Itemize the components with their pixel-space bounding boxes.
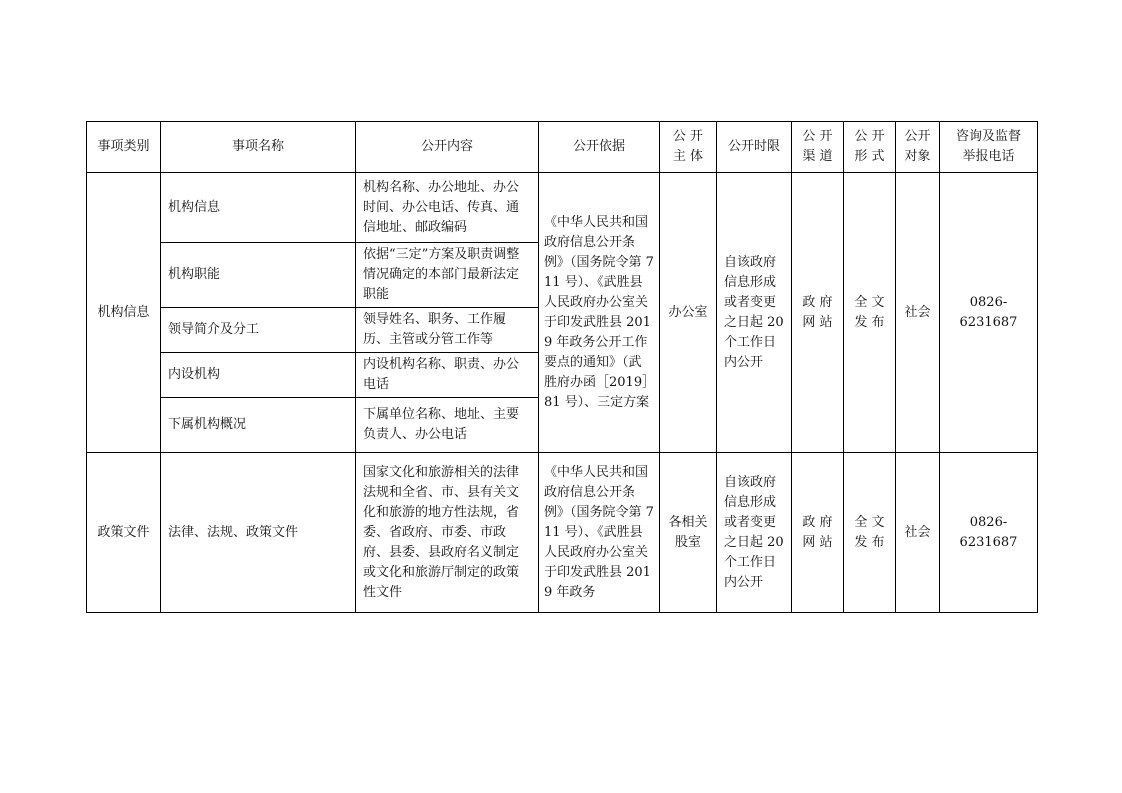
- hotline-cell: 0826-6231687: [940, 173, 1038, 453]
- content-cell: 依据“三定”方案及职责调整情况确定的本部门最新法定职能: [356, 243, 539, 308]
- content-cell: 内设机构名称、职责、办公电话: [356, 353, 539, 398]
- subject-cell: 办公室: [660, 173, 717, 453]
- table-row: [87, 173, 1038, 243]
- channel-cell: 政 府 网 站: [792, 453, 844, 613]
- item-name-cell: 机构职能: [161, 243, 356, 308]
- header-hotline: 咨询及监督 举报电话: [940, 122, 1038, 173]
- time-limit-cell: 自该政府信息形成或者变更之日起 20 个工作日内公开: [717, 173, 792, 453]
- content-cell: 机构名称、办公地址、办公时间、办公电话、传真、通信地址、邮政编码: [356, 173, 539, 243]
- header-subject: 公 开 主 体: [660, 122, 717, 173]
- time-limit-cell: 自该政府信息形成或者变更之日起 20 个工作日内公开: [717, 453, 792, 613]
- basis-cell: 《中华人民共和国政府信息公开条例》（国务院令第 711 号）、《武胜县人民政府办公室关于印发武胜县 2019 年政务: [539, 453, 660, 613]
- header-category: 事项类别: [87, 122, 161, 173]
- category-cell: 政策文件: [87, 453, 161, 613]
- item-name-cell: 法律、法规、政策文件: [161, 453, 356, 613]
- form-cell: 全 文 发 布: [844, 453, 896, 613]
- category-cell: 机构信息: [87, 173, 161, 453]
- form-cell: 全 文 发 布: [844, 173, 896, 453]
- subject-cell: 各相关股室: [660, 453, 717, 613]
- header-target: 公开 对象: [896, 122, 940, 173]
- table-row: [87, 453, 1038, 613]
- channel-cell: 政 府 网 站: [792, 173, 844, 453]
- header-basis: 公开依据: [539, 122, 660, 173]
- target-cell: 社会: [896, 453, 940, 613]
- item-name-cell: 机构信息: [161, 173, 356, 243]
- content-cell: 下属单位名称、地址、主要负责人、办公电话: [356, 398, 539, 453]
- header-item-name: 事项名称: [161, 122, 356, 173]
- basis-cell: 《中华人民共和国政府信息公开条例》（国务院令第 711 号）、《武胜县人民政府办公室关于印发武胜县 2019 年政务公开工作要点的通知》（武胜府办函［2019］81 号）、三定方案: [539, 173, 660, 453]
- disclosure-table: [86, 121, 1038, 613]
- header-time-limit: 公开时限: [717, 122, 792, 173]
- item-name-cell: 内设机构: [161, 353, 356, 398]
- header-row: [87, 122, 1038, 173]
- header-content: 公开内容: [356, 122, 539, 173]
- hotline-cell: 0826-6231687: [940, 453, 1038, 613]
- item-name-cell: 领导简介及分工: [161, 308, 356, 353]
- target-cell: 社会: [896, 173, 940, 453]
- header-channel: 公 开 渠 道: [792, 122, 844, 173]
- content-cell: 国家文化和旅游相关的法律法规和全省、市、县有关文化和旅游的地方性法规，省委、省政府、市委、市政府、县委、县政府名义制定或文化和旅游厅制定的政策性文件: [356, 453, 539, 613]
- content-cell: 领导姓名、职务、工作履历、主管或分管工作等: [356, 308, 539, 353]
- item-name-cell: 下属机构概况: [161, 398, 356, 453]
- header-form: 公 开 形 式: [844, 122, 896, 173]
